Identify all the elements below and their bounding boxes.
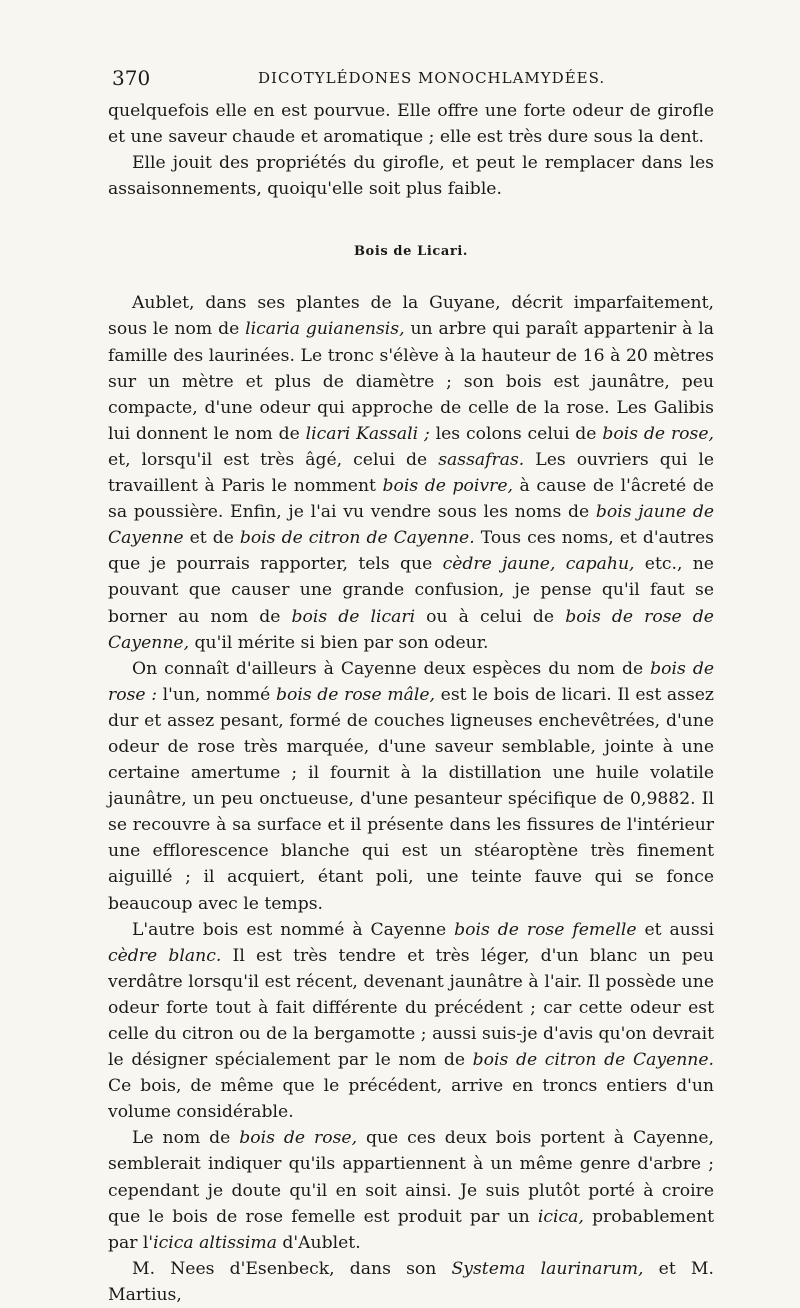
paragraph-nees xyxy=(108,1256,714,1308)
paragraph-two-species xyxy=(108,656,714,917)
text-run: M. Nees d'Esenbeck, dans son xyxy=(132,1258,452,1279)
running-head xyxy=(108,66,714,98)
italic-term: icica, xyxy=(537,1206,584,1227)
text-run: Aublet, dans ses plantes de la Guyane, décrit imparfaitement, sous le nom de xyxy=(108,293,714,340)
text-run: et de xyxy=(183,528,240,549)
text-run: et, lorsqu'il est très âgé, celui de xyxy=(108,449,439,470)
text-run: est le bois de licari. Il est assez dur et assez pesant, formé de couches ligneuses enchevêtrées, d'une odeur de rose très marquée, d'une saveur semblable, jointe à une certaine amertume ; il fournit à la distillation une huile volatile jaunâtre, un peu onctueuse, d'une pesanteur spécifique de 0,9882. Il se recouvre à sa surface et il présente dans les fissures de l'intérieur une efflorescence blanche qui est un stéaroptène très finement aiguillé ; il acquiert, étant poli, une teinte fauve qui se fonce beaucoup avec le temps. xyxy=(108,684,714,914)
text-run: Il est très tendre et très léger, d'un blanc un peu verdâtre lorsqu'il est récent, devenant jaunâtre à l'air. Il possède une odeur forte tout à fait différente du précédent ; car cette odeur est celle du citron ou de la bergamotte ; aussi suis-je d'avis qu'on devrait le désigner spécialement par le nom de xyxy=(108,945,714,1071)
italic-term: bois de rose femelle xyxy=(454,919,637,940)
italic-term: bois jaune de Cayenne xyxy=(108,502,714,549)
italic-term: bois de citron de Cayenne. xyxy=(239,528,475,549)
italic-term: licaria guianensis, xyxy=(245,319,405,340)
text-run: l'un, nommé xyxy=(157,684,276,705)
paragraph-clove-properties: Elle jouit des propriétés du girofle, et peut le remplacer dans les assaisonnements, quoiqu'elle soit plus faible. xyxy=(108,153,714,200)
italic-term: cèdre blanc. xyxy=(108,945,222,966)
italic-term: icica altissima xyxy=(153,1232,277,1253)
italic-term: licari Kassali ; xyxy=(305,423,430,444)
text-run: On connaît d'ailleurs à Cayenne deux espèces du nom de xyxy=(132,658,651,679)
italic-term: bois de rose, xyxy=(239,1128,358,1149)
text-run: Le nom de xyxy=(132,1128,240,1149)
italic-term: bois de licari xyxy=(291,606,416,627)
text-run: ou à celui de xyxy=(415,606,566,627)
italic-term: bois de rose : xyxy=(108,658,714,705)
paragraph-continued: quelquefois elle en est pourvue. Elle offre une forte odeur de girofle et une saveur chaude et aromatique ; elle est très dure sous la dent. xyxy=(108,101,714,148)
paragraph-aublet xyxy=(108,290,714,655)
paragraph-name-origin xyxy=(108,1125,714,1255)
book-page xyxy=(108,66,714,1308)
text-run: d'Aublet. xyxy=(276,1232,361,1253)
italic-term: cèdre jaune, capahu, xyxy=(442,554,635,575)
italic-term: bois de citron de Cayenne. xyxy=(472,1050,714,1071)
text-run: que ces deux bois portent à Cayenne, semblerait indiquer qu'ils appartiennent à un même genre d'arbre ; cependant je doute qu'il en soit ainsi. Je suis plutôt porté à croire que le bois de rose femelle est produit par un xyxy=(108,1128,714,1227)
text-run: Ce bois, de même que le précédent, arrive en troncs entiers d'un volume considérable. xyxy=(108,1076,714,1123)
text-run: etc., ne pouvant que causer une grande confusion, je pense qu'il faut se borner au nom de xyxy=(108,554,714,627)
text-run: et aussi xyxy=(636,919,714,940)
text-run: les colons celui de xyxy=(429,423,603,444)
italic-term: bois de rose, xyxy=(602,423,714,444)
text-run: à cause de l'âcreté de sa poussière. Enfin, je l'ai vu vendre sous les noms de xyxy=(108,476,714,523)
text-run: Les ouvriers qui le travaillent à Paris le nomment xyxy=(108,449,715,497)
paragraph-other-wood xyxy=(108,917,714,1126)
text-run: qu'il mérite si bien par son odeur. xyxy=(189,632,489,653)
text-run: et M. Martius, xyxy=(108,1258,714,1305)
section-title: Bois de Licari. xyxy=(353,244,469,260)
italic-term: Systema laurinarum, xyxy=(451,1258,644,1279)
text-run: L'autre bois est nommé à Cayenne xyxy=(132,919,455,940)
text-run: Tous ces noms, et d'autres que je pourrais rapporter, tels que xyxy=(108,528,714,575)
running-title: DICOTYLÉDONES MONOCHLAMYDÉES. xyxy=(258,69,606,87)
text-run: un arbre qui paraît appartenir à la famille des laurinées. Le tronc s'élève à la hauteur de 16 à 20 mètres sur un mètre et plus de diamètre ; son bois est jaunâtre, peu compacte, d'une odeur qui approche de celle de la rose. Les Galibis lui donnent le nom de xyxy=(108,319,714,444)
italic-term: bois de rose mâle, xyxy=(275,684,436,705)
italic-term: sassafras. xyxy=(438,449,525,470)
page-number: 370 xyxy=(112,66,151,90)
text-run: probablement par l' xyxy=(108,1206,714,1253)
italic-term: bois de poivre, xyxy=(382,476,513,497)
italic-term: bois de rose de Cayenne, xyxy=(108,606,714,653)
